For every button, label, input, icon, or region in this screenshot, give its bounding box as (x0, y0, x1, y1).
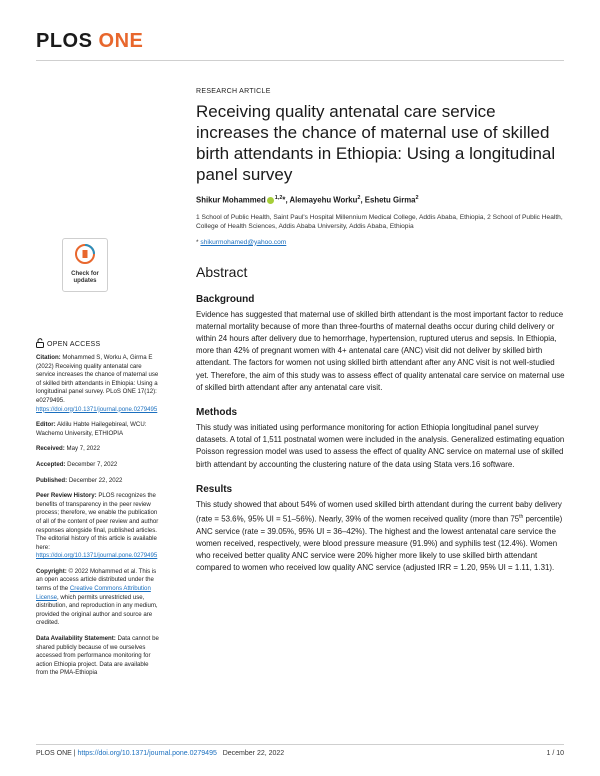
accepted-label: Accepted: (36, 460, 66, 468)
check-updates-line1: Check for (71, 271, 99, 277)
data-availability-block (36, 635, 160, 678)
received-block (36, 445, 160, 454)
methods-text: This study was initiated using performance monitoring for action Ethiopia longitudinal panel survey datasets. A total of 1,511 postnatal women were included in the analysis. Generalized estimating equation Poisson regression model was used to assess the effect of quality ANC service on maternal use of skilled birth attendant by accounting the clustering nature of the data using Stata vers.16 software. (196, 423, 565, 469)
accepted-date: December 7, 2022 (67, 460, 118, 468)
footer-sep: | (71, 750, 78, 757)
check-for-updates-badge[interactable] (62, 238, 108, 292)
author-1[interactable]: Shikur Mohammed (196, 195, 266, 205)
citation-block (36, 354, 160, 414)
received-label: Received: (36, 445, 65, 453)
header-divider (36, 60, 564, 61)
data-availability-label: Data Availability Statement: (36, 635, 116, 643)
copyright-text-2: , which permits unrestricted use, distribution, and reproduction in any medium, provided the original author and source are credited. (36, 593, 158, 627)
author-1-affil: 1,2 (274, 195, 283, 201)
author-2[interactable]: Alemayehu Worku (289, 195, 358, 205)
open-access-label (36, 338, 100, 348)
peer-review-text: PLOS recognizes the benefits of transparency in the peer review process; therefore, we enable the publication of all of the content of peer review and author responses alongside final, published articles. The editorial history of this article is available here: (36, 492, 159, 551)
author-separator: , (285, 195, 290, 205)
corresponding-mark: * (282, 195, 286, 205)
citation-label: Citation: (36, 354, 61, 361)
email-link[interactable]: shikurmohamed@yahoo.com (200, 238, 287, 246)
results-heading: Results (196, 483, 233, 495)
open-access-text: OPEN ACCESS (47, 341, 101, 348)
author-2-affil: 2 (357, 195, 361, 201)
footer-date: December 22, 2022 (222, 750, 285, 757)
copyright-text-1: © 2022 Mohammed et al. This is an open access article distributed under the terms of the (36, 567, 157, 593)
results-sup: th (519, 514, 524, 521)
email-prefix: * (196, 238, 201, 246)
background-text: Evidence has suggested that maternal use of skilled birth attendant is the most important factor to reduce maternal mortality because of more than three-fourths of maternal deaths occur during child delivery or within 24 hours after delivery due to hemorrhage, hypertension, ruptured uterus and sepsis. In Ethiopia, more than 42% of pregnant women with 4+ antenatal care (ANC) visit did not deliver by skilled birth attendant. The factors for women not using skilled birth attendant after any ANC visit is not well-studied yet. Therefore, the aim of this study was to assess effect of quality antenatal care service on maternal use of skilled birth attendant after any antenatal care visit. (196, 309, 565, 392)
results-text-1: This study showed that about 54% of women used skilled birth attendant during the current baby delivery (rate = 53.6%, 95% UI = 51–56%). Nearly, 39% of the women received quality (more than 75 (196, 499, 562, 524)
logo-plos: PLOS (36, 30, 93, 52)
published-label: Published: (36, 476, 68, 484)
copyright-block (36, 568, 160, 628)
editor-block (36, 421, 160, 438)
data-availability-text: Data cannot be shared publicly because of we ourselves accessed from performance monitoring for action Ethiopia project. Data are available from the PMA-Ethiopia (36, 635, 159, 677)
author-separator: , (360, 195, 365, 205)
article-title: Receiving quality antenatal care service increases the chance of maternal use of skilled birth attendants in Ethiopia: Using a longitudinal panel survey (196, 102, 556, 184)
page-number: 1 / 10 (546, 750, 564, 757)
author-3[interactable]: Eshetu Girma (364, 195, 416, 205)
footer-journal: PLOS ONE (36, 750, 72, 757)
citation-doi-link[interactable]: https://doi.org/10.1371/journal.pone.0279495 (36, 405, 158, 413)
accepted-block (36, 461, 160, 470)
copyright-label: Copyright: (36, 567, 67, 575)
corresponding-email (196, 239, 566, 246)
peer-review-doi-link[interactable]: https://doi.org/10.1371/journal.pone.0279495 (36, 552, 158, 560)
page-footer (36, 750, 564, 757)
results-text (196, 499, 566, 575)
peer-review-block (36, 492, 160, 561)
article-type: RESEARCH ARTICLE (196, 88, 271, 95)
peer-review-label: Peer Review History: (36, 492, 97, 500)
abstract-heading: Abstract (196, 263, 248, 280)
affiliations: 1 School of Public Health, Saint Paul's Hospital Millennium Medical College, Addis Ababa, Ethiopia, 2 School of Public Health, College of Health Sciences, Addis Ababa University, Addis Ababa, Ethiopia (196, 213, 563, 230)
published-block (36, 477, 160, 486)
check-updates-line2: updates (73, 278, 97, 284)
author-3-affil: 2 (415, 195, 419, 201)
received-date: May 7, 2022 (66, 445, 101, 453)
editor-label: Editor: (36, 421, 56, 429)
logo-one: ONE (98, 30, 144, 52)
article-sidebar (36, 354, 160, 685)
published-date: December 22, 2022 (68, 476, 123, 484)
author-list (196, 195, 566, 205)
footer-doi-link[interactable]: https://doi.org/10.1371/journal.pone.0279495 (77, 750, 217, 757)
open-lock-icon (36, 338, 44, 348)
cc-license-link[interactable]: Creative Commons Attribution License (36, 585, 151, 601)
methods-heading: Methods (196, 407, 238, 419)
footer-divider (36, 744, 564, 745)
citation-text: Mohammed S, Worku A, Girma E (2022) Receiving quality antenatal care service increases the chance of maternal use of skilled birth attendants in Ethiopia: Using a longitudinal panel survey. PLoS ONE 17(12): e0279495. (36, 354, 159, 404)
article-main (196, 88, 566, 588)
background-heading: Background (196, 293, 255, 305)
results-text-2: percentile) ANC service (rate = 39.05%, 95% UI = 36–42%). The highest and the lowest antenatal care service the women received, respectively, were blood pressure measure (91.9%) and syphilis test (12.4%). Women who received better quality ANC service were 20% higher more likely to use skilled birth attendant compared to women who received low quality ANC service (adjusted IRR = 1.20, 95% UI = 1.11, 1.31). (196, 514, 563, 573)
editor-text: Aklilu Habte Hailegebireal, WCU: Wachemo University, ETHIOPIA (36, 421, 147, 437)
check-updates-icon (75, 244, 95, 264)
journal-logo[interactable] (36, 30, 143, 53)
orcid-icon[interactable] (267, 197, 274, 204)
